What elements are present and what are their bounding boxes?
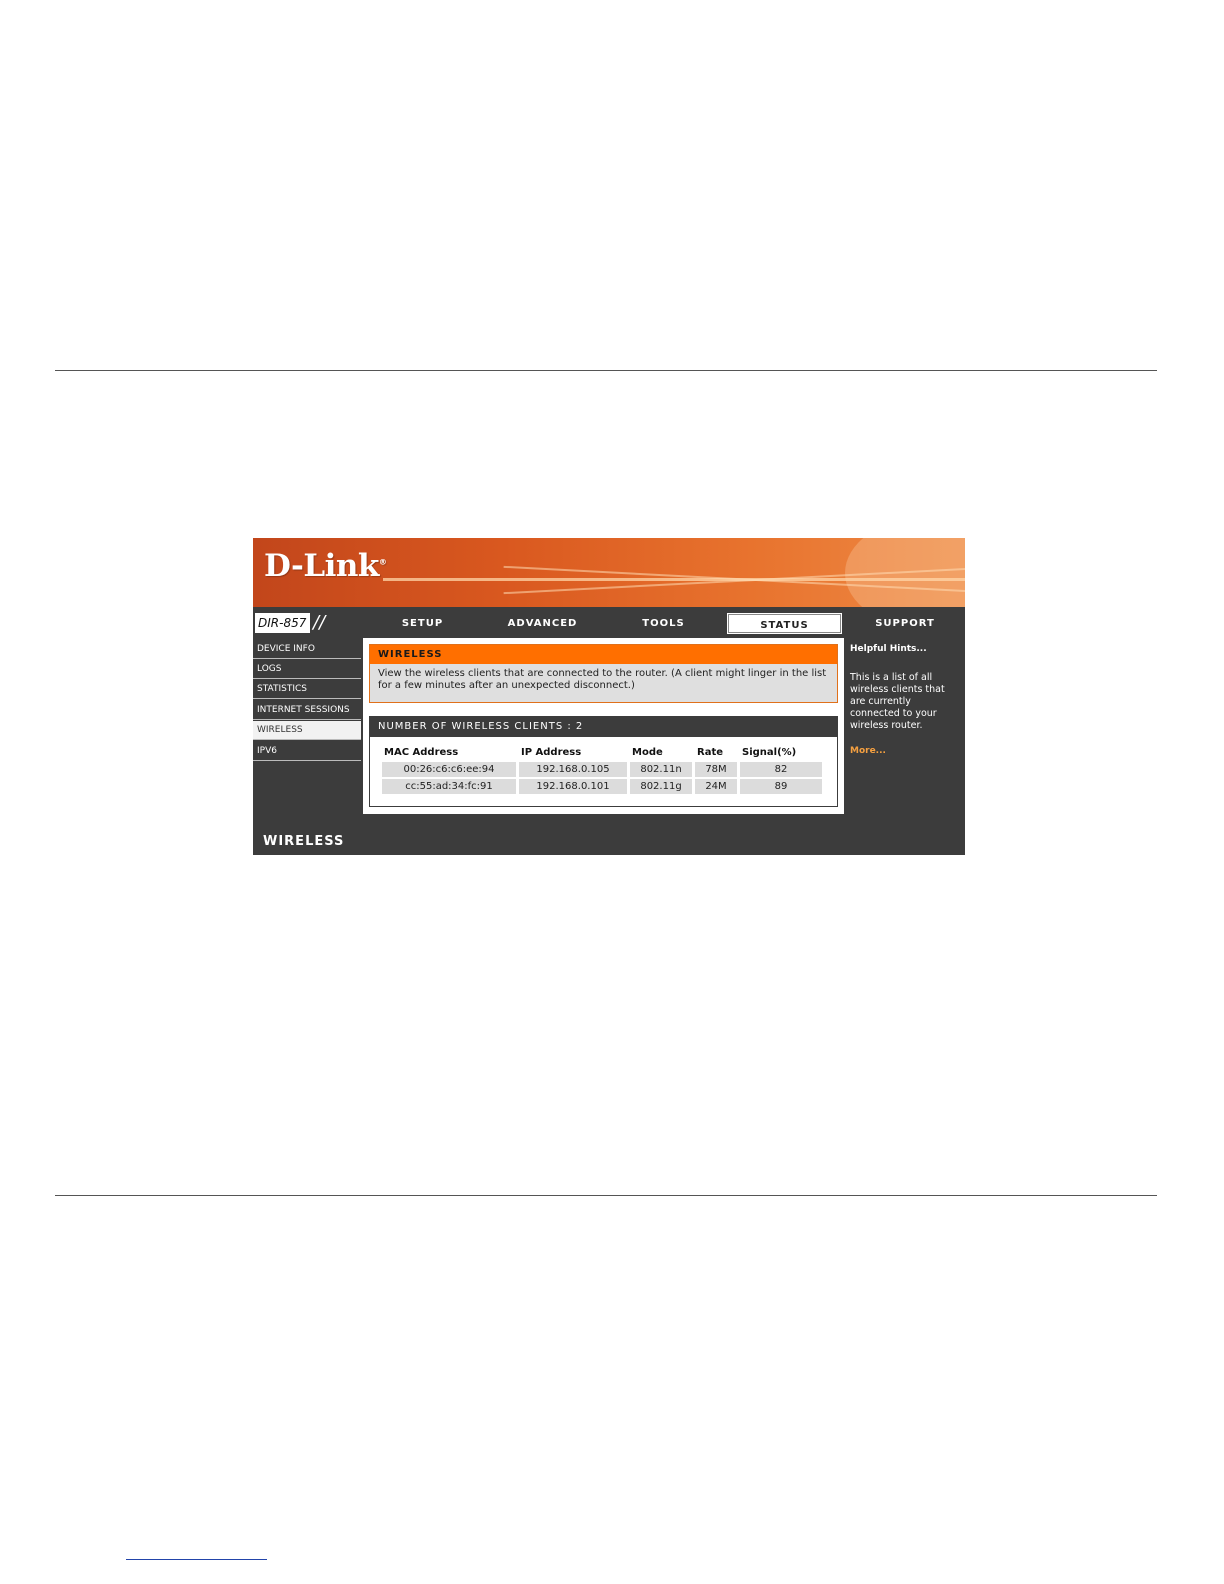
hints-text: This is a list of all wireless clients that are currently connected to your wireless router. [850,672,945,731]
brand-banner [253,538,965,607]
clients-table [379,743,825,796]
wireless-clients-box [369,716,838,807]
clients-count-header: NUMBER OF WIRELESS CLIENTS : 2 [370,717,837,737]
tab-setup[interactable]: SETUP [363,611,482,636]
tab-advanced[interactable]: ADVANCED [483,611,602,636]
hints-title: Helpful Hints... [850,644,927,654]
section-description: View the wireless clients that are connected to the router. (A client might linger in the list for a few minutes after an unexpected disconnect.) [378,668,827,691]
section-title: WIRELESS [370,645,837,664]
sidebar-item-wireless[interactable]: WIRELESS [253,721,361,740]
cell-rate: 24M [695,779,737,794]
sidebar-item-internet-sessions[interactable]: INTERNET SESSIONS [253,701,361,720]
model-slash-decoration: // [313,612,326,633]
table-row [382,762,822,777]
column-header-ip: IP Address [521,747,582,758]
column-header-mode: Mode [632,747,663,758]
main-content [363,638,844,814]
dlink-logo: D-Link® [264,548,387,584]
model-name: DIR-857 [255,613,310,633]
column-header-signal: Signal(%) [742,747,797,758]
footer-link-underline [126,1559,267,1560]
cell-ip: 192.168.0.105 [519,762,627,777]
footer-bar [253,815,965,855]
cell-mac: cc:55:ad:34:fc:91 [382,779,516,794]
model-badge [253,611,362,636]
table-header-row [382,745,822,760]
cell-ip: 192.168.0.101 [519,779,627,794]
hints-more-link[interactable]: More... [850,746,886,756]
cell-mode: 802.11g [630,779,692,794]
tab-support[interactable]: SUPPORT [845,611,965,636]
top-navigation [253,611,965,636]
page-divider-top [55,370,1157,371]
table-row [382,779,822,794]
footer-wireless-label: WIRELESS [263,834,345,849]
router-admin-screenshot [253,538,965,855]
sidebar [253,638,362,814]
banner-streak [383,578,965,581]
tab-status[interactable]: STATUS [725,611,844,636]
tab-tools[interactable]: TOOLS [604,611,723,636]
cell-signal: 89 [740,779,822,794]
column-header-mac: MAC Address [384,747,459,758]
page-divider-bottom [55,1195,1157,1196]
sidebar-item-device-info[interactable]: DEVICE INFO [253,640,361,659]
column-header-rate: Rate [697,747,724,758]
sidebar-item-statistics[interactable]: STATISTICS [253,680,361,699]
sidebar-item-ipv6[interactable]: IPV6 [253,742,361,761]
cell-mac: 00:26:c6:c6:ee:94 [382,762,516,777]
sidebar-item-logs[interactable]: LOGS [253,660,361,679]
cell-rate: 78M [695,762,737,777]
helpful-hints-panel [845,638,965,814]
wireless-info-box [369,644,838,703]
cell-signal: 82 [740,762,822,777]
cell-mode: 802.11n [630,762,692,777]
